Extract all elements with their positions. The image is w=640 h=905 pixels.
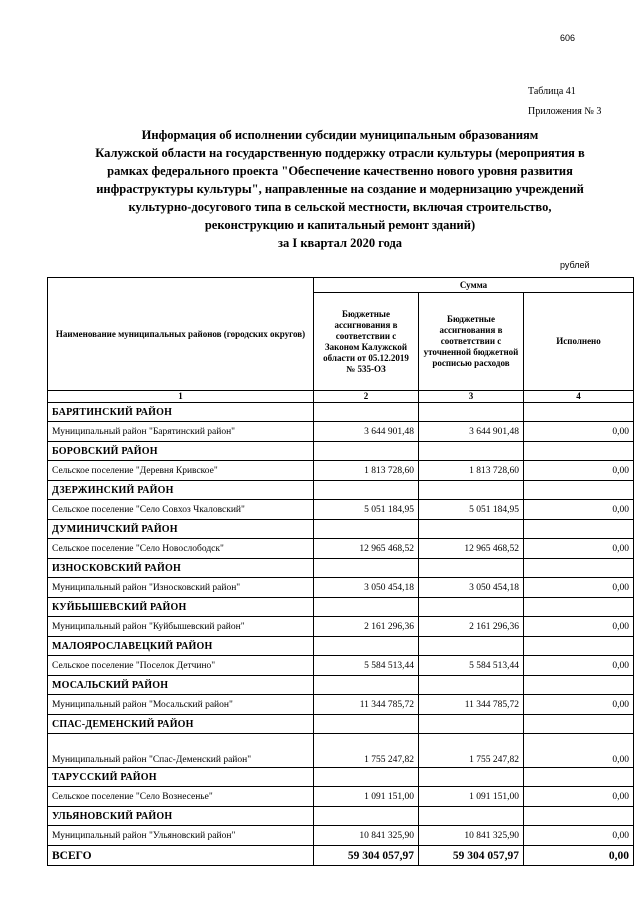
law-amount: 5 584 513,44 xyxy=(314,656,419,676)
region-name: СПАС-ДЕМЕНСКИЙ РАЙОН xyxy=(48,715,314,734)
municipality-name: Муниципальный район "Барятинский район" xyxy=(48,422,314,442)
region-name: ДЗЕРЖИНСКИЙ РАЙОН xyxy=(48,481,314,500)
empty-cell xyxy=(314,520,419,539)
appendix-reference: Приложения № 3 xyxy=(528,106,602,117)
law-amount: 10 841 325,90 xyxy=(314,826,419,846)
refined-amount: 11 344 785,72 xyxy=(419,695,524,715)
column-number: 4 xyxy=(524,391,634,403)
executed-amount: 0,00 xyxy=(524,826,634,846)
empty-cell xyxy=(419,768,524,787)
law-amount: 12 965 468,52 xyxy=(314,539,419,559)
refined-amount: 1 755 247,82 xyxy=(419,734,524,768)
municipality-name: Муниципальный район "Износковский район" xyxy=(48,578,314,598)
municipality-name: Муниципальный район "Мосальский район" xyxy=(48,695,314,715)
region-row xyxy=(48,637,634,656)
region-row xyxy=(48,598,634,617)
title-line: рамках федерального проекта "Обеспечение качественно нового уровня развития xyxy=(107,164,573,178)
region-row xyxy=(48,442,634,461)
municipality-name: Сельское поселение "Поселок Детчино" xyxy=(48,656,314,676)
empty-cell xyxy=(419,520,524,539)
empty-cell xyxy=(524,598,634,617)
region-name: БОРОВСКИЙ РАЙОН xyxy=(48,442,314,461)
table-row xyxy=(48,500,634,520)
executed-amount: 0,00 xyxy=(524,539,634,559)
law-amount: 11 344 785,72 xyxy=(314,695,419,715)
column-header-name: Наименование муниципальных районов (городских округов) xyxy=(48,278,314,391)
title-line: культурно-досугового типа в сельской местности, включая строительство, xyxy=(128,200,552,214)
total-refined: 59 304 057,97 xyxy=(419,846,524,866)
region-row xyxy=(48,676,634,695)
law-amount: 3 050 454,18 xyxy=(314,578,419,598)
empty-cell xyxy=(524,637,634,656)
empty-cell xyxy=(419,807,524,826)
table-row xyxy=(48,734,634,768)
law-amount: 2 161 296,36 xyxy=(314,617,419,637)
empty-cell xyxy=(419,715,524,734)
region-name: ТАРУССКИЙ РАЙОН xyxy=(48,768,314,787)
refined-amount: 1 091 151,00 xyxy=(419,787,524,807)
empty-cell xyxy=(419,442,524,461)
title-line: за I квартал 2020 года xyxy=(277,236,403,250)
empty-cell xyxy=(524,768,634,787)
empty-cell xyxy=(524,715,634,734)
column-header-law: Бюджетные ассигнования в соответствии с Законом Калужской области от 05.12.2019 № 535-ОЗ xyxy=(314,293,419,391)
total-label: ВСЕГО xyxy=(48,846,314,866)
currency-label: рублей xyxy=(560,260,590,270)
region-name: МАЛОЯРОСЛАВЕЦКИЙ РАЙОН xyxy=(48,637,314,656)
executed-amount: 0,00 xyxy=(524,787,634,807)
municipality-name: Сельское поселение "Село Совхоз Чкаловский" xyxy=(48,500,314,520)
empty-cell xyxy=(314,442,419,461)
executed-amount: 0,00 xyxy=(524,500,634,520)
executed-amount: 0,00 xyxy=(524,734,634,768)
region-name: ДУМИНИЧСКИЙ РАЙОН xyxy=(48,520,314,539)
executed-amount: 0,00 xyxy=(524,461,634,481)
empty-cell xyxy=(314,768,419,787)
law-amount: 1 755 247,82 xyxy=(314,734,419,768)
column-number: 1 xyxy=(48,391,314,403)
empty-cell xyxy=(524,520,634,539)
refined-amount: 12 965 468,52 xyxy=(419,539,524,559)
empty-cell xyxy=(314,676,419,695)
region-name: КУЙБЫШЕВСКИЙ РАЙОН xyxy=(48,598,314,617)
law-amount: 5 051 184,95 xyxy=(314,500,419,520)
refined-amount: 5 051 184,95 xyxy=(419,500,524,520)
empty-cell xyxy=(419,676,524,695)
column-number: 3 xyxy=(419,391,524,403)
refined-amount: 3 050 454,18 xyxy=(419,578,524,598)
title-line: Калужской области на государственную поддержку отрасли культуры (мероприятия в xyxy=(95,146,585,160)
document-title xyxy=(40,126,640,252)
region-name: БАРЯТИНСКИЙ РАЙОН xyxy=(48,403,314,422)
region-name: МОСАЛЬСКИЙ РАЙОН xyxy=(48,676,314,695)
region-row xyxy=(48,559,634,578)
region-name: ИЗНОСКОВСКИЙ РАЙОН xyxy=(48,559,314,578)
table-row xyxy=(48,656,634,676)
table-row xyxy=(48,578,634,598)
refined-amount: 5 584 513,44 xyxy=(419,656,524,676)
empty-cell xyxy=(524,481,634,500)
municipality-name: Муниципальный район "Ульяновский район" xyxy=(48,826,314,846)
table-row xyxy=(48,695,634,715)
empty-cell xyxy=(524,403,634,422)
empty-cell xyxy=(524,442,634,461)
region-name: УЛЬЯНОВСКИЙ РАЙОН xyxy=(48,807,314,826)
refined-amount: 3 644 901,48 xyxy=(419,422,524,442)
municipality-name: Сельское поселение "Село Вознесенье" xyxy=(48,787,314,807)
subsidy-table xyxy=(47,277,634,866)
empty-cell xyxy=(524,676,634,695)
total-executed: 0,00 xyxy=(524,846,634,866)
empty-cell xyxy=(314,559,419,578)
table-row xyxy=(48,422,634,442)
executed-amount: 0,00 xyxy=(524,617,634,637)
empty-cell xyxy=(314,637,419,656)
law-amount: 1 813 728,60 xyxy=(314,461,419,481)
law-amount: 1 091 151,00 xyxy=(314,787,419,807)
municipality-name: Муниципальный район "Спас-Деменский район" xyxy=(48,734,314,768)
table-row xyxy=(48,461,634,481)
table-row xyxy=(48,826,634,846)
column-header-refined: Бюджетные ассигнования в соответствии с уточненной бюджетной росписью расходов xyxy=(419,293,524,391)
region-row xyxy=(48,807,634,826)
region-row xyxy=(48,715,634,734)
refined-amount: 1 813 728,60 xyxy=(419,461,524,481)
empty-cell xyxy=(524,559,634,578)
executed-amount: 0,00 xyxy=(524,422,634,442)
title-line: инфраструктуры культуры", направленные на создание и модернизацию учреждений xyxy=(96,182,584,196)
empty-cell xyxy=(314,598,419,617)
region-row xyxy=(48,481,634,500)
region-row xyxy=(48,768,634,787)
municipality-name: Муниципальный район "Куйбышевский район" xyxy=(48,617,314,637)
column-number: 2 xyxy=(314,391,419,403)
empty-cell xyxy=(419,559,524,578)
executed-amount: 0,00 xyxy=(524,695,634,715)
executed-amount: 0,00 xyxy=(524,656,634,676)
region-row xyxy=(48,520,634,539)
municipality-name: Сельское поселение "Село Новослободск" xyxy=(48,539,314,559)
law-amount: 3 644 901,48 xyxy=(314,422,419,442)
empty-cell xyxy=(419,403,524,422)
empty-cell xyxy=(314,715,419,734)
empty-cell xyxy=(419,481,524,500)
column-header-executed: Исполнено xyxy=(524,293,634,391)
empty-cell xyxy=(314,807,419,826)
empty-cell xyxy=(314,403,419,422)
table-row xyxy=(48,617,634,637)
empty-cell xyxy=(419,637,524,656)
total-law: 59 304 057,97 xyxy=(314,846,419,866)
column-header-sum: Сумма xyxy=(314,278,634,293)
table-body xyxy=(48,403,634,866)
refined-amount: 10 841 325,90 xyxy=(419,826,524,846)
title-line: реконструкцию и капитальный ремонт зданий) xyxy=(204,218,476,232)
page-number: 606 xyxy=(560,33,576,43)
title-line: Информация об исполнении субсидии муниципальным образованиям xyxy=(141,128,539,142)
refined-amount: 2 161 296,36 xyxy=(419,617,524,637)
empty-cell xyxy=(524,807,634,826)
table-reference: Таблица 41 xyxy=(528,86,576,97)
empty-cell xyxy=(419,598,524,617)
table-row xyxy=(48,787,634,807)
total-row xyxy=(48,846,634,866)
executed-amount: 0,00 xyxy=(524,578,634,598)
region-row xyxy=(48,403,634,422)
municipality-name: Сельское поселение "Деревня Кривское" xyxy=(48,461,314,481)
table-row xyxy=(48,539,634,559)
empty-cell xyxy=(314,481,419,500)
